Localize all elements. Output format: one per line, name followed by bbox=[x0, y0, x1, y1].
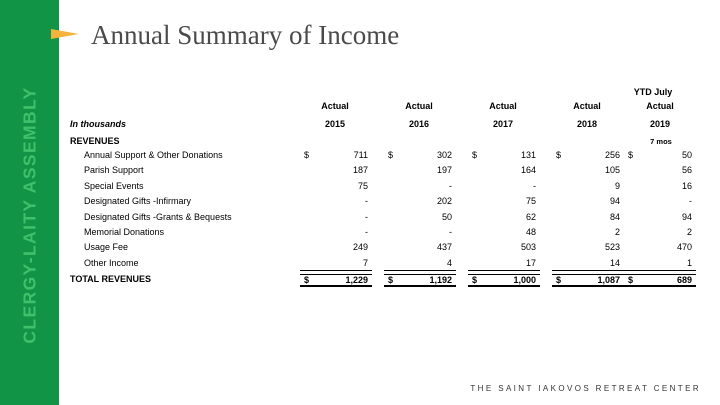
table-value: 1,229 bbox=[345, 275, 368, 286]
table-cell bbox=[624, 258, 696, 271]
table-value: 1,000 bbox=[513, 275, 536, 286]
table-cell bbox=[384, 274, 456, 287]
table-value: 17 bbox=[525, 257, 536, 268]
table-value: 14 bbox=[609, 257, 620, 268]
table-value: 131 bbox=[520, 150, 536, 160]
table-value: 9 bbox=[614, 180, 620, 191]
row-label: Designated Gifts -Infirmary bbox=[84, 196, 192, 207]
table-cell bbox=[552, 181, 624, 194]
table-cell bbox=[384, 212, 456, 225]
table-cell bbox=[624, 242, 696, 255]
table-value: 7 bbox=[362, 257, 368, 268]
table-value: 2 bbox=[614, 227, 620, 237]
table-cell bbox=[552, 212, 624, 225]
row-label: Usage Fee bbox=[84, 242, 129, 253]
table-cell bbox=[300, 258, 372, 271]
table-cell bbox=[624, 196, 696, 209]
table-row bbox=[0, 181, 720, 195]
table-row-total bbox=[0, 274, 720, 288]
table-cell bbox=[468, 165, 540, 178]
column-header-year: 2019 bbox=[649, 119, 671, 129]
table-value: 75 bbox=[357, 180, 368, 191]
table-cell bbox=[300, 150, 372, 163]
column-header-actual: Actual bbox=[573, 101, 601, 111]
table-cell bbox=[468, 258, 540, 271]
table-cell bbox=[384, 227, 456, 240]
table-value: 1,087 bbox=[597, 275, 620, 286]
table-cell bbox=[300, 196, 372, 209]
row-label: Annual Support & Other Donations bbox=[84, 150, 223, 160]
footer: THE SAINT IAKOVOS RETREAT CENTER bbox=[470, 384, 701, 393]
table-value: 503 bbox=[520, 242, 536, 253]
table-value: - bbox=[365, 227, 368, 237]
table-cell bbox=[552, 227, 624, 240]
table-cell bbox=[624, 181, 696, 194]
table-cell bbox=[384, 258, 456, 271]
table-cell bbox=[300, 181, 372, 194]
column-header-actual: Actual bbox=[321, 101, 349, 111]
units-label: In thousands bbox=[70, 119, 126, 129]
table-value: 164 bbox=[520, 165, 536, 176]
table-value: 256 bbox=[604, 150, 620, 160]
table-value: - bbox=[533, 180, 536, 191]
page-title: Annual Summary of Income bbox=[91, 20, 400, 50]
table-cell bbox=[468, 227, 540, 240]
table-cell bbox=[468, 181, 540, 194]
table-value: 197 bbox=[436, 165, 452, 176]
total-label: TOTAL REVENUES bbox=[70, 274, 152, 285]
row-label: Designated Gifts -Grants & Bequests bbox=[84, 211, 232, 222]
table-value: 249 bbox=[352, 242, 368, 253]
table-value: 523 bbox=[604, 242, 620, 253]
table-value: 50 bbox=[441, 211, 452, 222]
table-cell bbox=[384, 196, 456, 209]
table-value: 94 bbox=[681, 211, 692, 222]
column-header-top: YTD July bbox=[633, 87, 673, 97]
table-cell bbox=[468, 242, 540, 255]
table-cell bbox=[384, 165, 456, 178]
table-value: 711 bbox=[353, 150, 368, 160]
column-header-year: 2015 bbox=[324, 119, 346, 129]
table-value: 689 bbox=[676, 275, 692, 286]
table-cell bbox=[384, 181, 456, 194]
table-cell bbox=[552, 196, 624, 209]
table-value: 302 bbox=[436, 150, 452, 160]
table-cell bbox=[624, 165, 696, 178]
column-header-year: 2017 bbox=[492, 119, 514, 129]
currency-symbol: $ bbox=[304, 150, 310, 160]
table-cell bbox=[384, 242, 456, 255]
table-value: 62 bbox=[525, 211, 536, 222]
table-cell bbox=[552, 165, 624, 178]
table-value: - bbox=[365, 196, 368, 207]
currency-symbol: $ bbox=[628, 275, 634, 286]
table-cell bbox=[468, 212, 540, 225]
table-value: - bbox=[449, 227, 452, 237]
side-band-text: CLERGY-LAITY ASSEMBLY bbox=[19, 86, 40, 344]
table-row bbox=[0, 227, 720, 241]
table-cell bbox=[552, 274, 624, 287]
table-cell bbox=[552, 242, 624, 255]
column-note: 7 mos bbox=[650, 137, 672, 146]
table-value: 75 bbox=[525, 196, 536, 207]
table-cell bbox=[552, 258, 624, 271]
table-row bbox=[0, 196, 720, 210]
row-label: Special Events bbox=[84, 180, 144, 191]
table-cell bbox=[300, 165, 372, 178]
table-row bbox=[0, 165, 720, 179]
table-value: 437 bbox=[436, 242, 452, 253]
row-label: Other Income bbox=[84, 257, 139, 268]
table-cell bbox=[468, 274, 540, 287]
table-cell bbox=[624, 212, 696, 225]
currency-symbol: $ bbox=[556, 150, 562, 160]
table-value: 202 bbox=[436, 196, 452, 207]
table-value: 105 bbox=[604, 165, 620, 176]
table-cell bbox=[468, 150, 540, 163]
table-row bbox=[0, 258, 720, 272]
table-value: 56 bbox=[681, 165, 692, 176]
row-label: Parish Support bbox=[84, 165, 144, 176]
table-cell bbox=[624, 150, 696, 163]
table-cell bbox=[300, 227, 372, 240]
table-row bbox=[0, 212, 720, 226]
table-cell bbox=[384, 150, 456, 163]
currency-symbol: $ bbox=[388, 275, 394, 286]
currency-symbol: $ bbox=[388, 150, 394, 160]
table-value: 2 bbox=[686, 227, 692, 237]
table-value: - bbox=[449, 180, 452, 191]
table-row bbox=[0, 150, 720, 164]
column-header-actual: Actual bbox=[646, 101, 674, 111]
currency-symbol: $ bbox=[472, 150, 478, 160]
column-header-actual: Actual bbox=[405, 101, 433, 111]
table-cell bbox=[624, 274, 696, 287]
table-cell bbox=[552, 150, 624, 163]
column-header-actual: Actual bbox=[489, 101, 517, 111]
row-label: Memorial Donations bbox=[84, 227, 165, 237]
table-value: 48 bbox=[525, 227, 536, 237]
currency-symbol: $ bbox=[556, 275, 562, 286]
table-cell bbox=[300, 212, 372, 225]
table-value: 1 bbox=[686, 257, 692, 268]
table-value: 4 bbox=[446, 257, 452, 268]
table-cell bbox=[300, 242, 372, 255]
table-value: 16 bbox=[681, 180, 692, 191]
table-value: 94 bbox=[609, 196, 620, 207]
table-value: 84 bbox=[609, 211, 620, 222]
currency-symbol: $ bbox=[304, 275, 310, 286]
table-value: 470 bbox=[676, 242, 692, 253]
table-value: 50 bbox=[681, 150, 692, 160]
column-header-year: 2016 bbox=[408, 119, 430, 129]
currency-symbol: $ bbox=[628, 150, 634, 160]
table-cell bbox=[300, 274, 372, 287]
table-row bbox=[0, 242, 720, 256]
table-cell bbox=[468, 196, 540, 209]
table-cell bbox=[624, 227, 696, 240]
table-value: - bbox=[365, 211, 368, 222]
table-value: 187 bbox=[352, 165, 368, 176]
column-header-year: 2018 bbox=[576, 119, 598, 129]
table-value: 1,192 bbox=[429, 275, 452, 286]
section-label: REVENUES bbox=[70, 136, 120, 146]
table-value: - bbox=[689, 196, 692, 207]
currency-symbol: $ bbox=[472, 275, 478, 286]
